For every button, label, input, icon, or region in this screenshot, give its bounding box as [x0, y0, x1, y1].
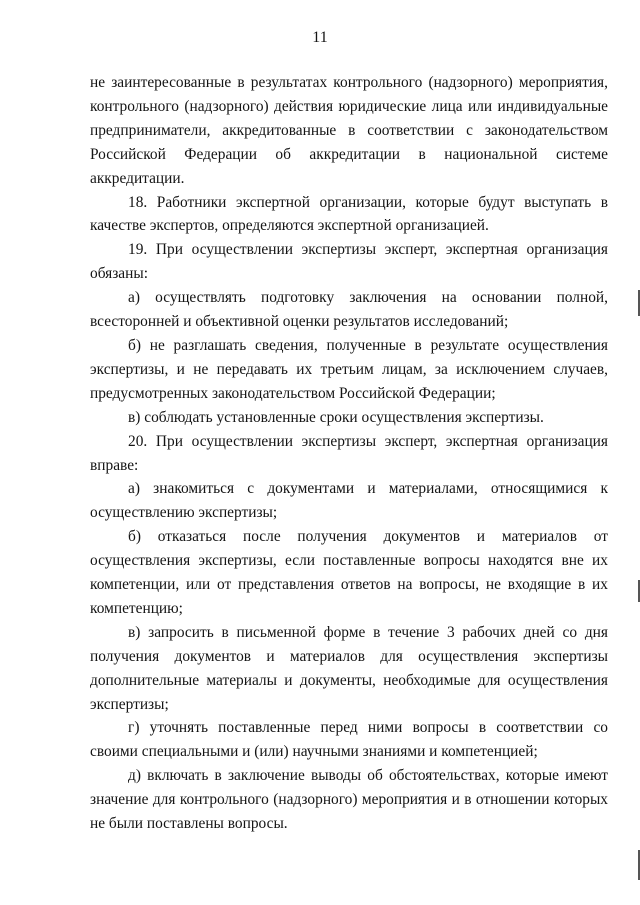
paragraph-20-b: б) отказаться после получения документов и материалов от осуществления экспертизы, если поставленные вопросы находятся вне их компетенции, или от представления ответов на вопросы, не входящие в их компетенцию; [90, 528, 608, 617]
document-body [90, 71, 608, 836]
paragraph-20-v: в) запросить в письменной форме в течение 3 рабочих дней со дня получения документов и материалов для осуществления экспертизы дополнительные материалы и документы, необходимые для осуществления экспертизы; [90, 623, 608, 713]
paragraph-19-v: в) соблюдать установленные сроки осуществления экспертизы. [128, 408, 544, 426]
paragraph-18: 18. Работники экспертной организации, которые будут выступать в качестве экспертов, определяются экспертной организацией. [90, 193, 608, 235]
paragraph-20-d: д) включать в заключение выводы об обстоятельствах, которые имеют значение для контрольного (надзорного) мероприятия и в отношении которых не были поставлены вопросы. [90, 767, 608, 833]
paragraph-continuation: не заинтересованные в результатах контрольного (надзорного) мероприятия, контрольного (надзорного) действия юридические лица или индивидуальные предприниматели, аккредитованные в соответствии с законодательством Российской Федерации об аккредитации в национальной системе аккредитации. [90, 74, 608, 187]
page-number: 11 [312, 29, 328, 46]
paragraph-19-a: а) осуществлять подготовку заключения на основании полной, всесторонней и объективной оценки результатов исследований; [90, 289, 608, 331]
paragraph-20-a: а) знакомиться с документами и материалами, относящимися к осуществлению экспертизы; [90, 480, 608, 522]
paragraph-20-g: г) уточнять поставленные перед ними вопросы в соответствии со своими специальными и (или) научными знаниями и компетенцией; [90, 719, 608, 761]
paragraph-19: 19. При осуществлении экспертизы эксперт, экспертная организация обязаны: [90, 241, 608, 283]
paragraph-20: 20. При осуществлении экспертизы эксперт, экспертная организация вправе: [90, 432, 608, 474]
paragraph-19-b: б) не разглашать сведения, полученные в результате осуществления экспертизы, и не передавать их третьим лицам, за исключением случаев, предусмотренных законодательством Российской Федерации; [90, 336, 608, 402]
